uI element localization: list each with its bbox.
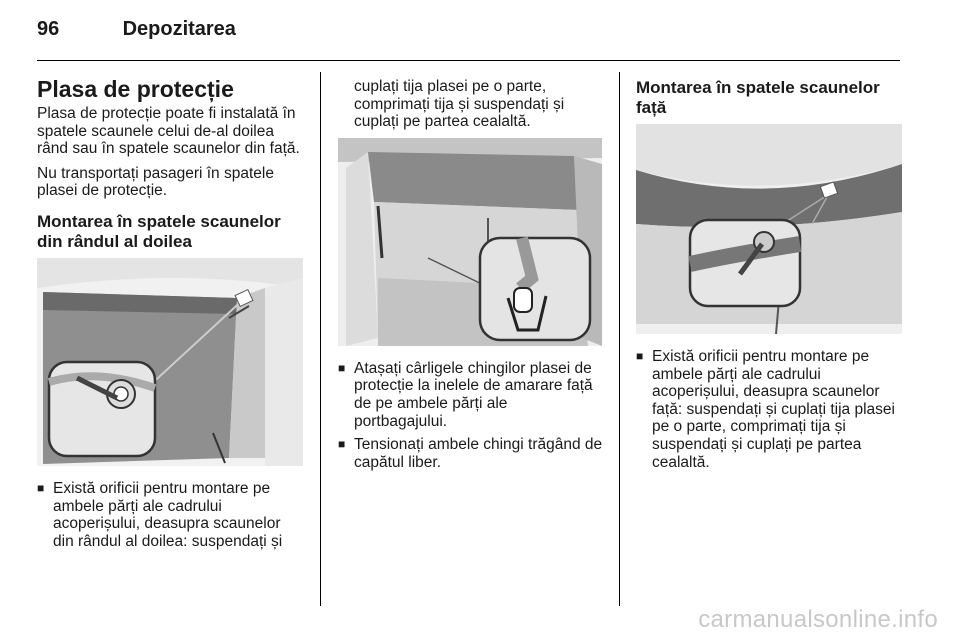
paragraph-1: Plasa de protecție poate fi instalată în spatele scaunele celui de-al doilea rând sau în spatele scaunelor din față. <box>37 105 300 158</box>
bullet-icon: ■ <box>338 437 346 452</box>
continued-paragraph: cuplați tija plasei pe o parte, comprimați tija și suspendați și cuplați pe partea cealaltă. <box>354 78 565 131</box>
page-title: Plasa de protecție <box>37 76 234 102</box>
column-1 <box>37 70 305 556</box>
bullet-icon: ■ <box>37 480 45 495</box>
list-item: ■ Atașați cârligele chingilor plasei de protecție la inelele de amarare față de pe ambele părți ale portbagajului. <box>338 359 593 430</box>
column-divider-1 <box>320 72 321 606</box>
column-3 <box>636 78 904 477</box>
illustration-second-row-mount <box>37 258 303 466</box>
illustration-lashing-eyes <box>338 138 602 346</box>
list-item: ■ Există orificii pentru montare pe ambele părți ale cadrului acoperișului, deasupra scaunelor față: suspendați și cuplați tija plasei pe o parte, comprimați tija și suspendați și cuplați pe partea cealaltă. <box>636 348 895 471</box>
subheading-front-seats: Montarea în spatele scaunelor față <box>636 78 880 117</box>
page-header <box>37 18 236 41</box>
subheading-second-row: Montarea în spatele scaunelor din rândul al doilea <box>37 211 281 251</box>
column-divider-2 <box>619 72 620 606</box>
column-2 <box>338 78 604 477</box>
section-title: Depozitarea <box>122 18 236 40</box>
list-item: ■ Tensionați ambele chingi trăgând de capătul liber. <box>338 436 603 471</box>
paragraph-2: Nu transportați pasageri în spatele plasei de protecție. <box>37 164 274 200</box>
page-number: 96 <box>37 18 60 40</box>
watermark-footer: carmanualsonline.info <box>698 606 938 633</box>
bullet-icon: ■ <box>636 349 644 363</box>
illustration-front-mount <box>636 124 902 334</box>
header-rule <box>37 60 900 61</box>
list-item: ■ Există orificii pentru montare pe ambele părți ale cadrului acoperișului, deasupra scaunelor din rândul al doilea: suspendați și <box>37 479 283 550</box>
bullet-icon: ■ <box>338 360 346 375</box>
